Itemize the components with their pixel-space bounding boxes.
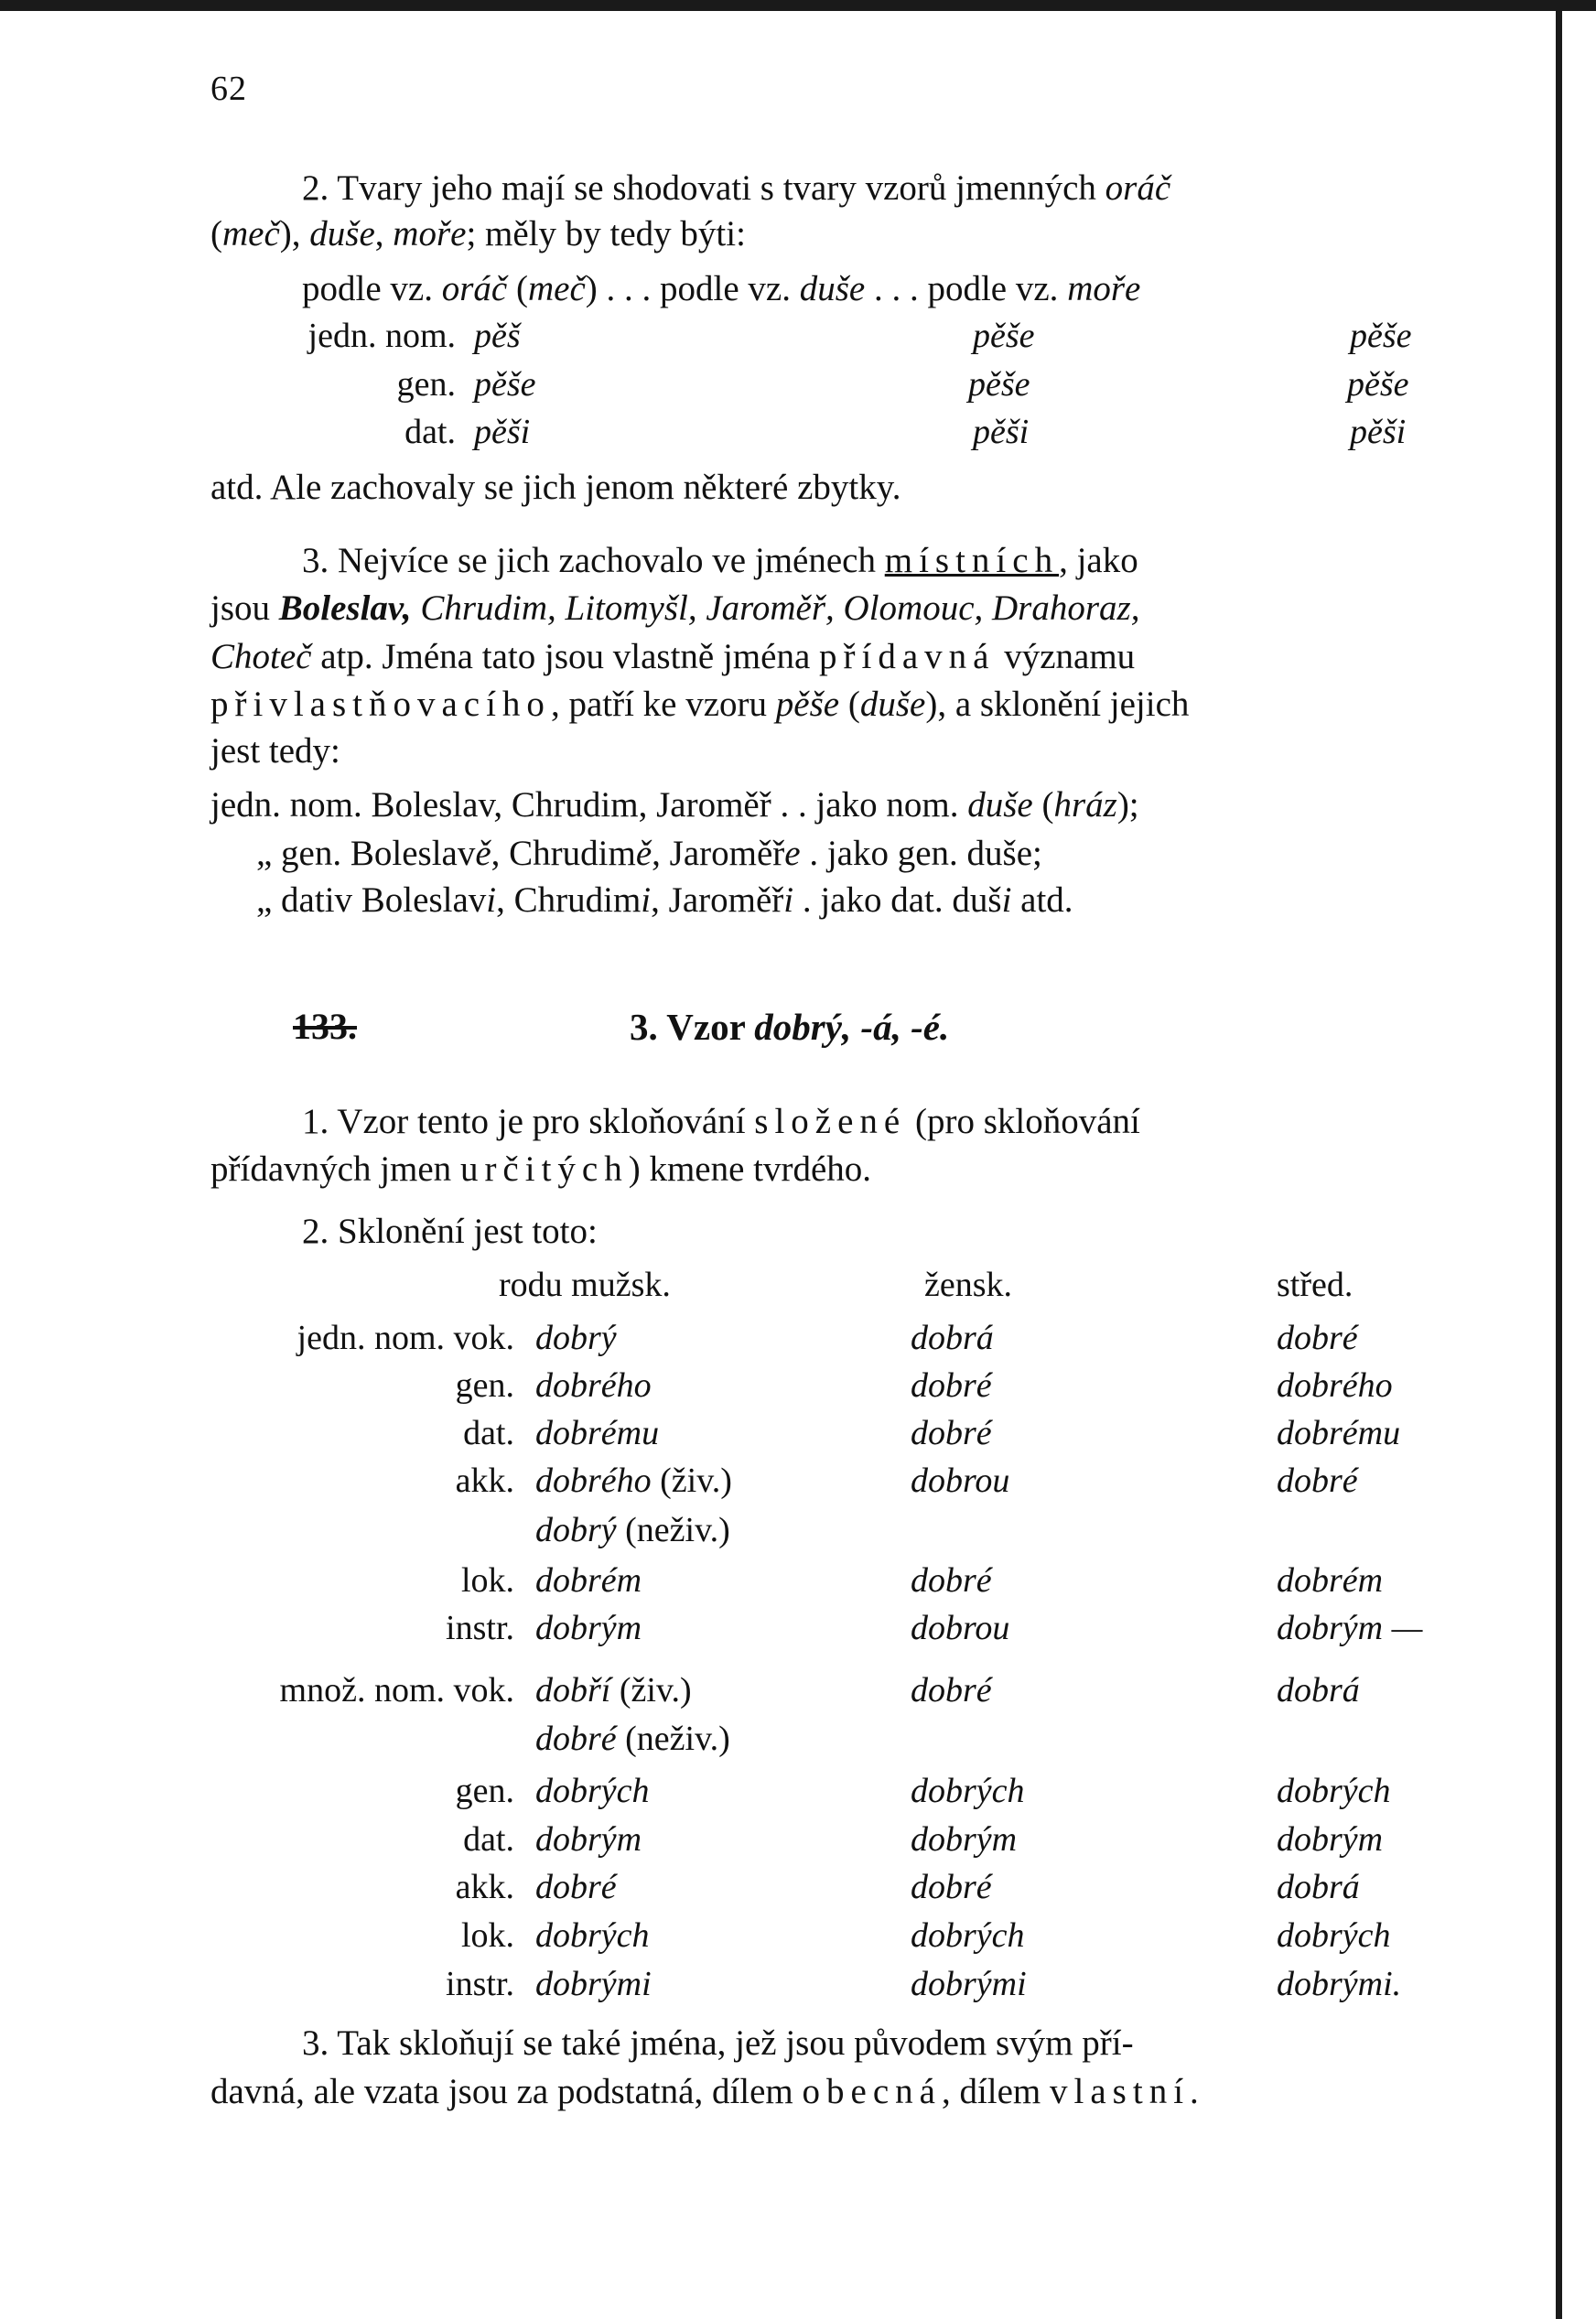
- para2-text: 2. Tvary jeho mají se shodovati s tvary vzorů jmenných: [302, 168, 1105, 208]
- declension-cell-masc: [535, 1719, 730, 1759]
- declension-row-label: gen.: [455, 1366, 514, 1405]
- para2-word-orac: oráč: [1105, 168, 1171, 208]
- declension-cell-neut: dobrá: [1277, 1868, 1360, 1906]
- para3-row-text: );: [1116, 785, 1139, 825]
- declension-cell-neut: dobrá: [1277, 1671, 1360, 1710]
- declension-form: dobrých: [535, 1772, 650, 1810]
- page-scan-right-edge: [1556, 0, 1562, 2319]
- pesh-cell: pěše: [1350, 317, 1412, 355]
- declension-cell-masc: [535, 1819, 642, 1860]
- declension-cell-masc: [535, 1413, 659, 1453]
- declension-row-label: instr.: [446, 1965, 514, 2003]
- declension-row-label: dat.: [463, 1820, 514, 1859]
- declension-cell-fem: dobré: [911, 1868, 992, 1906]
- para3-row1: [210, 780, 1139, 831]
- declension-row-label: gen.: [455, 1772, 514, 1810]
- section-para1-text: 1. Vzor tento je pro skloňování: [302, 1102, 755, 1141]
- declension-cell-masc: [535, 1510, 730, 1550]
- declension-form: dobrého: [535, 1366, 652, 1405]
- declension-cell-fem: dobré: [911, 1366, 992, 1405]
- page-number: 62: [210, 70, 247, 108]
- para3-row-text: (: [1032, 785, 1054, 825]
- declension-cell-neut: dobrými.: [1277, 1965, 1402, 2003]
- section-title-text: 3. Vzor: [630, 1006, 755, 1048]
- declension-cell-neut: dobrého: [1277, 1366, 1393, 1405]
- declension-cell-masc: [535, 1771, 650, 1811]
- declension-header-masc: rodu mužsk.: [499, 1266, 671, 1304]
- para3-row-text: jedn. nom. Boleslav, Chrudim, Jaroměř . . jako nom.: [210, 785, 968, 825]
- declension-cell-masc: [535, 1867, 617, 1907]
- para2-word-more: moře: [393, 214, 467, 253]
- para3-row-ending: e: [784, 834, 801, 873]
- declension-note: (živ.): [651, 1462, 732, 1500]
- para3-row-text: , Chrudim: [496, 880, 642, 920]
- declension-cell-neut: dobrém: [1277, 1561, 1384, 1600]
- para3-spaced-privlastnovaciho: přivlastňovacího: [210, 685, 551, 724]
- para3-line5: jest tedy:: [210, 731, 340, 771]
- declension-cell-masc: [535, 1915, 650, 1956]
- declension-row-label: množ. nom. vok.: [279, 1671, 514, 1710]
- para2-line2: [210, 209, 746, 260]
- para2-word-duse: duše: [309, 214, 375, 253]
- pesh-header-text: podle vz.: [302, 269, 442, 308]
- declension-cell-neut: dobré: [1277, 1462, 1358, 1500]
- declension-form: dobrými: [535, 1965, 652, 2003]
- declension-cell-fem: dobrou: [911, 1609, 1010, 1647]
- para3-row3: [256, 875, 1073, 926]
- para2-line1: [302, 163, 1170, 214]
- declension-cell-masc: [535, 1964, 652, 2004]
- para3-text: atp. Jména tato jsou vlastně jména: [311, 637, 819, 676]
- declension-row-label: lok.: [460, 1916, 514, 1955]
- para2-text: ),: [279, 214, 310, 253]
- para3-row-text: , Jaroměř: [651, 880, 784, 920]
- declension-cell-fem: dobré: [911, 1671, 992, 1710]
- declension-cell-fem: dobrým: [911, 1820, 1018, 1859]
- declension-cell-masc: [535, 1608, 642, 1648]
- declension-cell-neut: dobrým: [1277, 1820, 1384, 1859]
- section-para3-line2: [210, 2066, 1199, 2118]
- declension-cell-masc: [535, 1365, 652, 1406]
- para3-word-duse: duše: [859, 685, 926, 724]
- para3-line3: [210, 631, 1135, 683]
- pesh-header-word: oráč: [441, 269, 508, 308]
- pesh-row-label: gen.: [396, 365, 456, 404]
- declension-cell-fem: dobrými: [911, 1965, 1027, 2003]
- pesh-header-text: . . . podle vz.: [865, 269, 1068, 308]
- section-para1-text: (pro skloňování: [906, 1102, 1140, 1141]
- declension-cell-fem: dobrých: [911, 1772, 1025, 1810]
- page-scan-top-edge: [0, 0, 1596, 11]
- declension-cell-neut: dobrých: [1277, 1772, 1391, 1810]
- para3-text: , jako: [1059, 541, 1138, 580]
- pesh-cell: pěše: [1347, 365, 1409, 404]
- para3-row-ending: i: [1001, 880, 1012, 920]
- declension-cell-fem: dobrou: [911, 1462, 1010, 1500]
- para3-row-text: . jako dat. duš: [793, 880, 1002, 920]
- para3-row-word: hráz: [1053, 785, 1117, 825]
- section-para1-spaced-urcitych: určitých: [459, 1149, 629, 1189]
- para3-row-text: , Jaroměř: [652, 834, 785, 873]
- section-para3-text: , dílem: [941, 2072, 1051, 2111]
- para3-row-ending: i: [783, 880, 794, 920]
- section-title-word: dobrý, -á, -é.: [754, 1006, 950, 1048]
- pesh-cell: pěši: [1350, 413, 1407, 451]
- declension-cell-fem: dobré: [911, 1414, 992, 1452]
- declension-cell-fem: dobrá: [911, 1319, 994, 1357]
- declension-note: (živ.): [610, 1671, 692, 1710]
- declension-cell-masc: [535, 1461, 732, 1501]
- para3-word-chotec: Choteč: [210, 637, 312, 676]
- section-para3-text: .: [1190, 2072, 1199, 2111]
- para3-row-ending: i: [641, 880, 652, 920]
- pesh-cell: pěše: [973, 317, 1035, 355]
- pesh-header-word: duše: [799, 269, 866, 308]
- para3-row-ending: i: [486, 880, 497, 920]
- section-para1-line1: [302, 1096, 1140, 1148]
- pesh-row-label: jedn. nom.: [307, 317, 456, 355]
- section-para1-text: ) kmene tvrdého.: [628, 1149, 872, 1189]
- declension-form: dobří: [535, 1671, 611, 1710]
- pesh-cell: pěše: [968, 365, 1030, 404]
- section-para1-spaced-slozene: složené: [754, 1102, 907, 1141]
- declension-row-label: dat.: [463, 1414, 514, 1452]
- declension-cell-neut: dobrým —: [1277, 1609, 1423, 1647]
- section-number: 133.: [293, 1006, 357, 1047]
- para3-row-text: „ dativ Boleslav: [256, 880, 487, 920]
- para3-row-text: , Chrudim: [491, 834, 636, 873]
- declension-form: dobrých: [535, 1916, 650, 1955]
- para3-place-names: Chrudim, Litomyšl, Jaroměř, Olomouc, Drahoraz,: [411, 588, 1140, 628]
- declension-row-label: jedn. nom. vok.: [297, 1319, 514, 1357]
- para3-text: jsou: [210, 588, 279, 628]
- para2-text: (: [210, 214, 222, 253]
- para3-text: (: [839, 685, 860, 724]
- para3-spaced-mistnich: místních: [884, 541, 1060, 580]
- declension-cell-fem: dobré: [911, 1561, 992, 1600]
- pesh-table-header: [302, 264, 1140, 315]
- declension-form: dobré: [535, 1720, 617, 1758]
- para3-spaced-pridavna: přídavná: [819, 637, 996, 676]
- declension-row-label: instr.: [446, 1609, 514, 1647]
- pesh-row-label: dat.: [404, 413, 456, 451]
- declension-form: dobré: [535, 1868, 617, 1906]
- pesh-cell: pěši: [474, 413, 531, 451]
- declension-header-fem: žensk.: [924, 1266, 1013, 1304]
- declension-form: dobrým: [535, 1609, 642, 1647]
- section-title: [630, 1005, 949, 1049]
- declension-form: dobrému: [535, 1414, 660, 1452]
- para3-row2: [256, 828, 1042, 879]
- declension-form: dobrého: [535, 1462, 652, 1500]
- declension-row-label: lok.: [460, 1561, 514, 1600]
- para3-text: ), a sklonění jejich: [925, 685, 1190, 724]
- para2-text: ,: [374, 214, 394, 253]
- section-para1-line2: [210, 1144, 871, 1195]
- para3-line1: [302, 535, 1138, 587]
- para3-row-word: duše: [967, 785, 1033, 825]
- declension-cell-masc: [535, 1670, 692, 1710]
- pesh-cell: pěši: [973, 413, 1030, 451]
- pesh-table-after: atd. Ale zachovaly se jich jenom některé zbytky.: [210, 468, 901, 507]
- section-para3-spaced-vlastni: vlastní: [1050, 2072, 1191, 2111]
- pesh-header-text: ) . . . podle vz.: [585, 269, 800, 308]
- para3-row-text: atd.: [1011, 880, 1073, 920]
- declension-row-label: akk.: [455, 1462, 514, 1500]
- pesh-header-text: (: [507, 269, 528, 308]
- para3-line4: [210, 679, 1189, 730]
- para2-text: ; měly by tedy býti:: [466, 214, 746, 253]
- declension-cell-neut: dobrému: [1277, 1414, 1401, 1452]
- para3-word-boleslav: Boleslav,: [278, 588, 412, 628]
- para3-row-ending: ě: [475, 834, 491, 873]
- declension-cell-masc: [535, 1560, 642, 1601]
- declension-header-neut: střed.: [1277, 1266, 1353, 1304]
- pesh-cell: pěš: [474, 317, 521, 355]
- para3-row-text: . jako gen. duše;: [800, 834, 1042, 873]
- declension-row-label: akk.: [455, 1868, 514, 1906]
- para3-line2: [210, 583, 1139, 634]
- pesh-cell: pěše: [474, 365, 536, 404]
- declension-cell-fem: dobrých: [911, 1916, 1025, 1955]
- para2-word-mec: meč: [222, 214, 280, 253]
- declension-form: dobrém: [535, 1561, 642, 1600]
- section-para1-line3: 2. Sklonění jest toto:: [302, 1212, 598, 1251]
- para3-text: významu: [995, 637, 1136, 676]
- pesh-header-word: meč: [527, 269, 586, 308]
- declension-form: dobrý: [535, 1511, 617, 1549]
- declension-form: dobrý: [535, 1319, 617, 1357]
- pesh-header-word: moře: [1067, 269, 1141, 308]
- section-para3-text: davná, ale vzata jsou za podstatná, dílem: [210, 2072, 803, 2111]
- declension-note: (neživ.): [616, 1720, 730, 1758]
- para3-row-text: „ gen. Boleslav: [256, 834, 476, 873]
- declension-cell-neut: dobré: [1277, 1319, 1358, 1357]
- section-para1-text: přídavných jmen: [210, 1149, 460, 1189]
- para3-row-ending: ě: [635, 834, 652, 873]
- declension-note: (neživ.): [616, 1511, 730, 1549]
- section-para3-line1: 3. Tak skloňují se také jména, jež jsou původem svým pří-: [302, 2023, 1134, 2063]
- declension-form: dobrým: [535, 1820, 642, 1859]
- para3-text: 3. Nejvíce se jich zachovalo ve jménech: [302, 541, 885, 580]
- declension-cell-neut: dobrých: [1277, 1916, 1391, 1955]
- section-para3-spaced-obecna: obecná: [802, 2072, 942, 2111]
- declension-cell-masc: [535, 1318, 617, 1358]
- para3-text: , patří ke vzoru: [550, 685, 776, 724]
- para3-word-pese: pěše: [775, 685, 840, 724]
